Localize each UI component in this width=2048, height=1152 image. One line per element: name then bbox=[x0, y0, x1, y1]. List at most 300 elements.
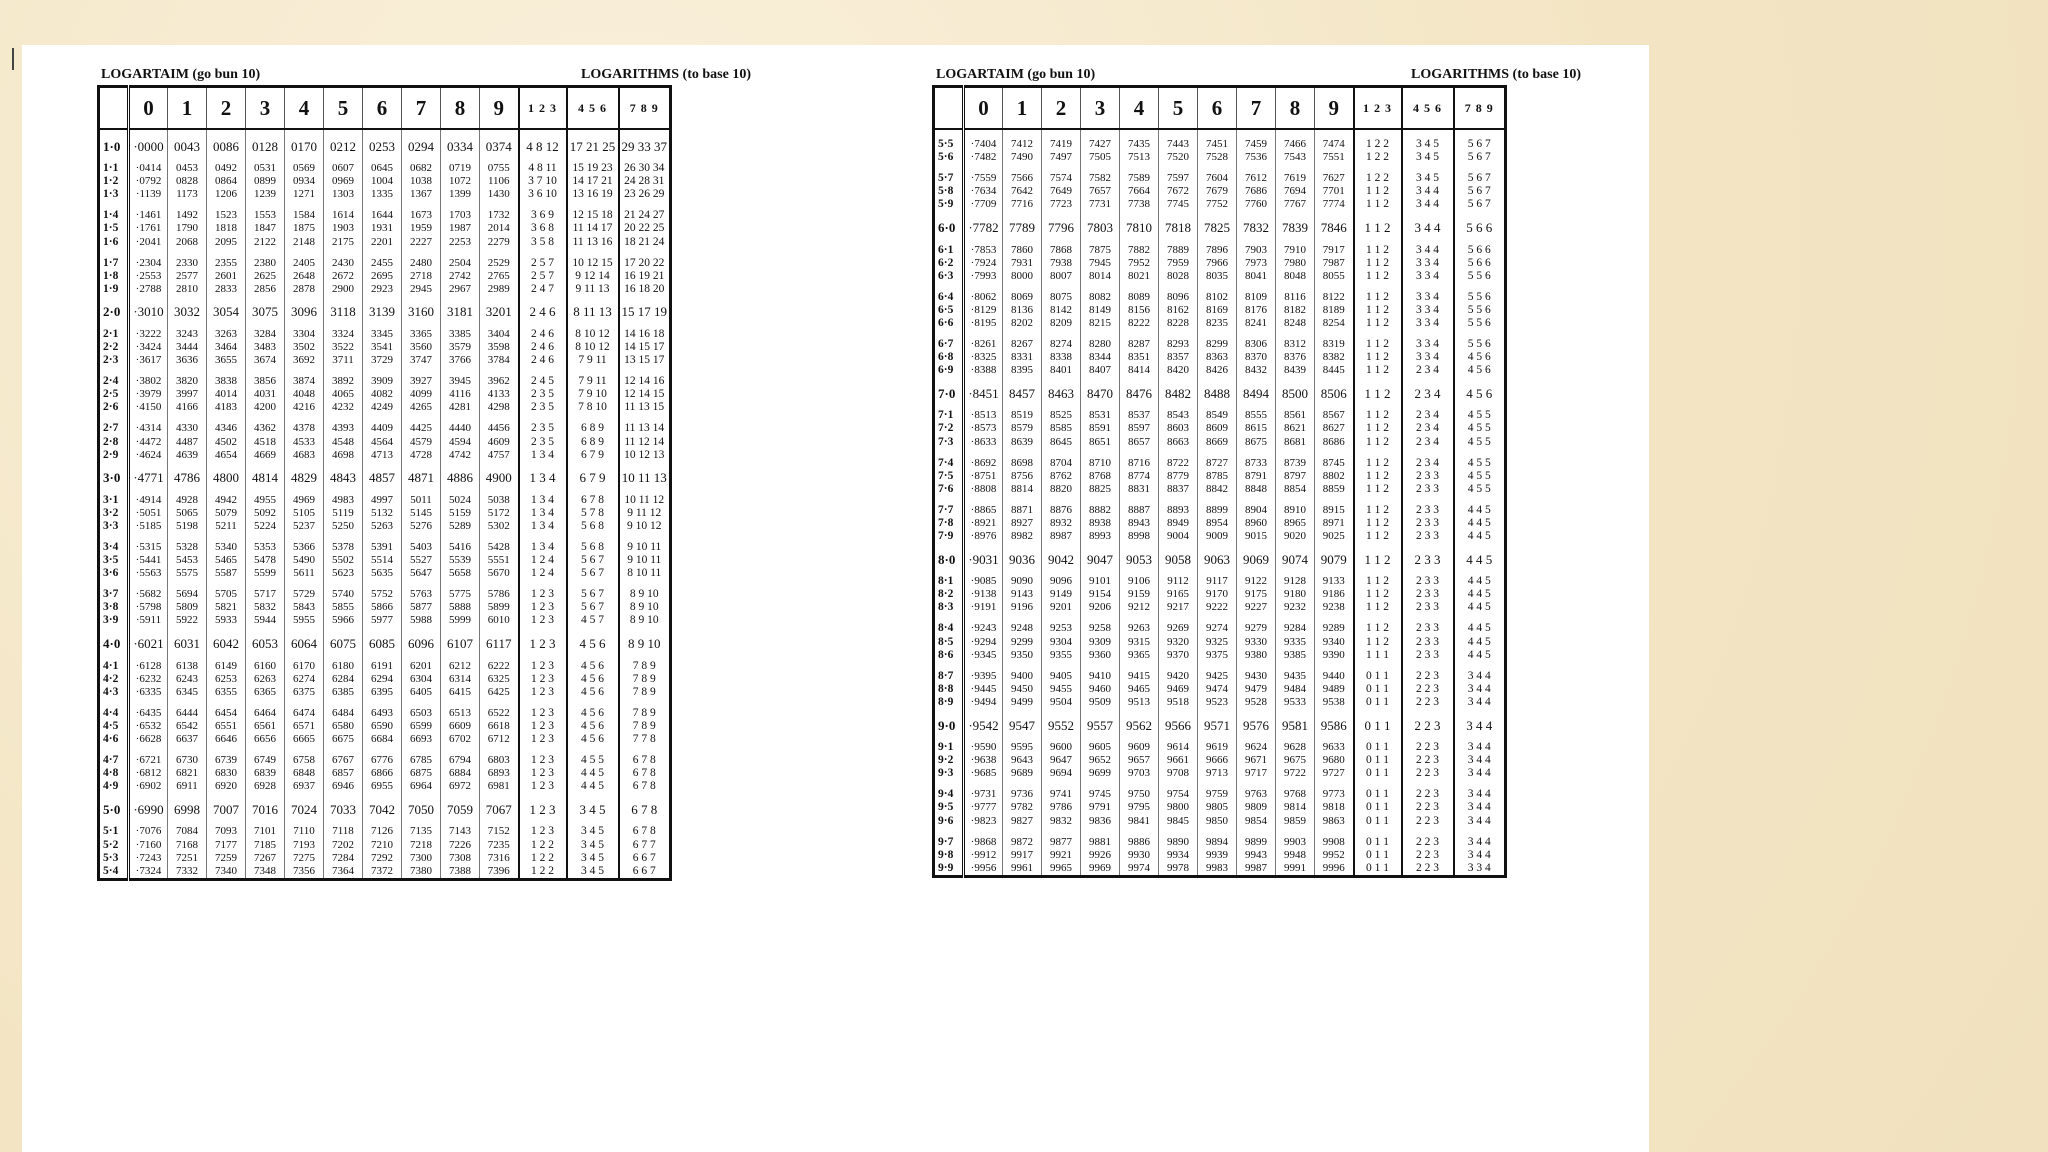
mean-difference: 3 4 5 bbox=[1402, 151, 1454, 164]
log-value: 4548 bbox=[324, 436, 363, 449]
log-value: 9430 bbox=[1237, 670, 1276, 683]
log-value: 0253 bbox=[363, 138, 402, 154]
log-value: 6561 bbox=[246, 720, 285, 733]
log-value: 9605 bbox=[1081, 741, 1120, 754]
log-value: 1703 bbox=[441, 209, 480, 222]
log-value: 8048 bbox=[1276, 270, 1315, 283]
mean-difference: 3 4 4 bbox=[1454, 836, 1506, 849]
log-value: 5478 bbox=[246, 554, 285, 567]
log-value: 9680 bbox=[1315, 754, 1354, 767]
log-value: 3674 bbox=[246, 354, 285, 367]
log-value: 8182 bbox=[1276, 304, 1315, 317]
row-number: 5·4 bbox=[99, 865, 129, 880]
mean-difference: 2 3 4 bbox=[1402, 457, 1454, 470]
log-value: 8176 bbox=[1237, 304, 1276, 317]
log-value: 9586 bbox=[1315, 717, 1354, 733]
mean-difference: 24 28 31 bbox=[619, 175, 671, 188]
log-value: 7101 bbox=[246, 825, 285, 838]
log-value: 9795 bbox=[1120, 801, 1159, 814]
row-number: 5·1 bbox=[99, 825, 129, 838]
log-value: 8831 bbox=[1120, 483, 1159, 496]
log-value: 9939 bbox=[1198, 849, 1237, 862]
log-value: 7143 bbox=[441, 825, 480, 838]
log-value: 8915 bbox=[1315, 504, 1354, 517]
log-value: 8859 bbox=[1315, 483, 1354, 496]
log-value: 6355 bbox=[207, 686, 246, 699]
mean-difference: 1 3 4 bbox=[519, 520, 567, 533]
log-value: 9763 bbox=[1237, 788, 1276, 801]
row-number: 7·6 bbox=[934, 483, 964, 496]
log-value: 8014 bbox=[1081, 270, 1120, 283]
log-value: 8555 bbox=[1237, 409, 1276, 422]
log-value: 9206 bbox=[1081, 601, 1120, 614]
mean-difference: 5 6 6 bbox=[1454, 219, 1506, 235]
table-row bbox=[99, 588, 671, 601]
log-value: 9717 bbox=[1237, 767, 1276, 780]
log-value: 6075 bbox=[324, 636, 363, 652]
log-value: 9258 bbox=[1081, 622, 1120, 635]
log-value: 8585 bbox=[1042, 422, 1081, 435]
mean-difference: 2 3 4 bbox=[1402, 409, 1454, 422]
log-value: 7435 bbox=[1120, 138, 1159, 151]
mean-difference: 3 3 4 bbox=[1402, 338, 1454, 351]
table-row bbox=[99, 328, 671, 341]
mean-difference: 1 1 2 bbox=[1354, 601, 1402, 614]
log-value: 7135 bbox=[402, 825, 441, 838]
log-value: 6739 bbox=[207, 754, 246, 767]
log-value: ·4771 bbox=[129, 470, 168, 486]
log-value: 7551 bbox=[1315, 151, 1354, 164]
log-value: 8785 bbox=[1198, 470, 1237, 483]
table-row bbox=[934, 754, 1506, 767]
log-value: 5527 bbox=[402, 554, 441, 567]
log-value: 7731 bbox=[1081, 198, 1120, 211]
log-value: 7443 bbox=[1159, 138, 1198, 151]
table-row bbox=[99, 614, 671, 627]
log-value: 8338 bbox=[1042, 351, 1081, 364]
row-gap bbox=[99, 249, 671, 257]
log-value: 8899 bbox=[1198, 504, 1237, 517]
log-value: 6522 bbox=[480, 707, 519, 720]
log-value: 7745 bbox=[1159, 198, 1198, 211]
row-number: 8·9 bbox=[934, 696, 964, 709]
table-row bbox=[934, 364, 1506, 377]
log-value: 9106 bbox=[1120, 575, 1159, 588]
log-value: 7959 bbox=[1159, 257, 1198, 270]
mean-difference: 1 1 2 bbox=[1354, 551, 1402, 567]
row-number: 2·3 bbox=[99, 354, 129, 367]
log-value: 9850 bbox=[1198, 814, 1237, 827]
log-value: 9263 bbox=[1120, 622, 1159, 635]
mean-difference: 9 10 11 bbox=[619, 541, 671, 554]
row-number: 2·8 bbox=[99, 436, 129, 449]
row-gap bbox=[934, 283, 1506, 291]
row-gap bbox=[934, 129, 1506, 138]
log-value: 6444 bbox=[168, 707, 207, 720]
mean-difference: 1 1 2 bbox=[1354, 622, 1402, 635]
row-number: 9·4 bbox=[934, 788, 964, 801]
log-value: 8142 bbox=[1042, 304, 1081, 317]
log-value: 9647 bbox=[1042, 754, 1081, 767]
mean-difference: 3 4 5 bbox=[567, 838, 619, 851]
mean-difference: 2 3 3 bbox=[1402, 636, 1454, 649]
log-value: 8102 bbox=[1198, 291, 1237, 304]
mean-difference: 6 6 7 bbox=[619, 865, 671, 880]
row-number: 6·4 bbox=[934, 291, 964, 304]
log-value: 9053 bbox=[1120, 551, 1159, 567]
mean-difference: 2 2 3 bbox=[1402, 836, 1454, 849]
mean-difference: 3 4 4 bbox=[1402, 185, 1454, 198]
log-value: ·9590 bbox=[964, 741, 1003, 754]
row-number: 6·1 bbox=[934, 243, 964, 256]
mean-difference: 0 1 1 bbox=[1354, 717, 1402, 733]
log-value: 1239 bbox=[246, 188, 285, 201]
mean-difference: 2 2 3 bbox=[1402, 801, 1454, 814]
log-value: 1430 bbox=[480, 188, 519, 201]
log-value: 7356 bbox=[285, 865, 324, 880]
row-number: 1·4 bbox=[99, 209, 129, 222]
mean-difference: 1 1 2 bbox=[1354, 219, 1402, 235]
log-value: 7340 bbox=[207, 865, 246, 880]
log-value: 8854 bbox=[1276, 483, 1315, 496]
mean-difference: 1 3 4 bbox=[519, 541, 567, 554]
log-value: 9499 bbox=[1003, 696, 1042, 709]
mean-difference: 7 9 11 bbox=[567, 375, 619, 388]
log-value: 9805 bbox=[1198, 801, 1237, 814]
column-header: 7 8 9 bbox=[619, 87, 671, 130]
mean-difference: 1 2 2 bbox=[1354, 151, 1402, 164]
mean-difference: 1 2 3 bbox=[519, 707, 567, 720]
mean-difference: 5 5 6 bbox=[1454, 338, 1506, 351]
log-value: ·3979 bbox=[129, 388, 168, 401]
log-value: 7980 bbox=[1276, 257, 1315, 270]
mean-difference: 1 2 3 bbox=[519, 588, 567, 601]
row-number: 8·1 bbox=[934, 575, 964, 588]
log-value: ·9294 bbox=[964, 636, 1003, 649]
log-value: 3032 bbox=[168, 304, 207, 320]
log-value: 8762 bbox=[1042, 470, 1081, 483]
log-value: ·9494 bbox=[964, 696, 1003, 709]
log-value: 9175 bbox=[1237, 588, 1276, 601]
mean-difference: 6 7 8 bbox=[619, 825, 671, 838]
log-value: 4928 bbox=[168, 494, 207, 507]
log-value: 6946 bbox=[324, 780, 363, 793]
log-value: 9201 bbox=[1042, 601, 1081, 614]
mean-difference: 2 3 3 bbox=[1402, 649, 1454, 662]
log-value: 9159 bbox=[1120, 588, 1159, 601]
log-value: 1072 bbox=[441, 175, 480, 188]
log-value: 9614 bbox=[1159, 741, 1198, 754]
log-value: 8949 bbox=[1159, 517, 1198, 530]
log-value: 9063 bbox=[1198, 551, 1237, 567]
log-value: 9633 bbox=[1315, 741, 1354, 754]
row-gap bbox=[934, 330, 1506, 338]
log-value: 7388 bbox=[441, 865, 480, 880]
mean-difference: 5 6 6 bbox=[1454, 257, 1506, 270]
log-value: ·6232 bbox=[129, 673, 168, 686]
log-value: ·6435 bbox=[129, 707, 168, 720]
log-value: 6191 bbox=[363, 660, 402, 673]
mean-difference: 4 8 11 bbox=[519, 162, 567, 175]
log-value: 1644 bbox=[363, 209, 402, 222]
log-value: 7259 bbox=[207, 852, 246, 865]
log-value: 6964 bbox=[402, 780, 441, 793]
log-value: 9101 bbox=[1081, 575, 1120, 588]
mean-difference: 11 13 15 bbox=[619, 401, 671, 414]
log-value: 9047 bbox=[1081, 551, 1120, 567]
column-header: 2 bbox=[1042, 87, 1081, 130]
log-value: 4757 bbox=[480, 449, 519, 462]
mean-difference: 14 17 21 bbox=[567, 175, 619, 188]
log-value: 5658 bbox=[441, 567, 480, 580]
log-value: ·6628 bbox=[129, 733, 168, 746]
log-value: 9513 bbox=[1120, 696, 1159, 709]
mean-difference: 4 5 6 bbox=[567, 673, 619, 686]
log-value: 8035 bbox=[1198, 270, 1237, 283]
mean-difference: 2 3 3 bbox=[1402, 517, 1454, 530]
mean-difference: 2 3 3 bbox=[1402, 504, 1454, 517]
log-value: 7910 bbox=[1276, 243, 1315, 256]
row-gap bbox=[934, 828, 1506, 836]
log-value: 9365 bbox=[1120, 649, 1159, 662]
log-value: 2068 bbox=[168, 235, 207, 248]
row-number: 4·3 bbox=[99, 686, 129, 699]
log-value: 7589 bbox=[1120, 172, 1159, 185]
log-value: 9557 bbox=[1081, 717, 1120, 733]
row-number: 5·3 bbox=[99, 852, 129, 865]
log-value: 4362 bbox=[246, 422, 285, 435]
log-value: 0086 bbox=[207, 138, 246, 154]
log-value: 8802 bbox=[1315, 470, 1354, 483]
log-value: 8136 bbox=[1003, 304, 1042, 317]
log-value: 5966 bbox=[324, 614, 363, 627]
log-value: 2833 bbox=[207, 283, 246, 296]
log-value: 8820 bbox=[1042, 483, 1081, 496]
table-row bbox=[934, 530, 1506, 543]
log-value: 2856 bbox=[246, 283, 285, 296]
log-value: 5391 bbox=[363, 541, 402, 554]
log-value: 5340 bbox=[207, 541, 246, 554]
log-value: 3784 bbox=[480, 354, 519, 367]
log-value: 9727 bbox=[1315, 767, 1354, 780]
log-value: 0682 bbox=[402, 162, 441, 175]
log-value: 8228 bbox=[1159, 317, 1198, 330]
log-value: 8109 bbox=[1237, 291, 1276, 304]
mean-difference: 6 7 8 bbox=[619, 780, 671, 793]
log-value: 2504 bbox=[441, 257, 480, 270]
log-value: ·5441 bbox=[129, 554, 168, 567]
log-value: 4800 bbox=[207, 470, 246, 486]
mean-difference: 2 2 3 bbox=[1402, 696, 1454, 709]
log-value: 9703 bbox=[1120, 767, 1159, 780]
log-value: 5172 bbox=[480, 507, 519, 520]
row-number: 4·0 bbox=[99, 636, 129, 652]
row-number: 8·2 bbox=[934, 588, 964, 601]
table-row bbox=[934, 741, 1506, 754]
mean-difference: 4 8 12 bbox=[519, 138, 567, 154]
log-value: ·9912 bbox=[964, 849, 1003, 862]
log-value: 9330 bbox=[1237, 636, 1276, 649]
log-value: 9754 bbox=[1159, 788, 1198, 801]
table-row bbox=[934, 317, 1506, 330]
log-value: 9694 bbox=[1042, 767, 1081, 780]
log-value: 4133 bbox=[480, 388, 519, 401]
log-value: 9474 bbox=[1198, 683, 1237, 696]
log-value: 8627 bbox=[1315, 422, 1354, 435]
mean-difference: 8 10 11 bbox=[619, 567, 671, 580]
mean-difference: 3 3 4 bbox=[1402, 304, 1454, 317]
log-value: 9450 bbox=[1003, 683, 1042, 696]
log-value: 2718 bbox=[402, 270, 441, 283]
log-value: 5899 bbox=[480, 601, 519, 614]
log-value: 9547 bbox=[1003, 717, 1042, 733]
log-value: ·0000 bbox=[129, 138, 168, 154]
row-number: 3·0 bbox=[99, 470, 129, 486]
log-value: 9375 bbox=[1198, 649, 1237, 662]
row-number: 4·2 bbox=[99, 673, 129, 686]
log-value: 6776 bbox=[363, 754, 402, 767]
log-value: 3464 bbox=[207, 341, 246, 354]
mean-difference: 4 5 6 bbox=[567, 733, 619, 746]
log-value: 8370 bbox=[1237, 351, 1276, 364]
log-value: 4330 bbox=[168, 422, 207, 435]
log-value: 6767 bbox=[324, 754, 363, 767]
log-value: 6618 bbox=[480, 720, 519, 733]
log-value: 9814 bbox=[1276, 801, 1315, 814]
log-value: 3579 bbox=[441, 341, 480, 354]
log-value: 8733 bbox=[1237, 457, 1276, 470]
log-value: 8561 bbox=[1276, 409, 1315, 422]
log-value: 2380 bbox=[246, 257, 285, 270]
log-value: 7168 bbox=[168, 838, 207, 851]
log-value: 9227 bbox=[1237, 601, 1276, 614]
column-header: 5 bbox=[324, 87, 363, 130]
log-value: ·7559 bbox=[964, 172, 1003, 185]
log-value: 8814 bbox=[1003, 483, 1042, 496]
log-value: ·5911 bbox=[129, 614, 168, 627]
mean-difference: 9 10 12 bbox=[619, 520, 671, 533]
log-value: 3160 bbox=[402, 304, 441, 320]
log-value: 2695 bbox=[363, 270, 402, 283]
mean-difference: 1 1 2 bbox=[1354, 409, 1402, 422]
log-value: 2014 bbox=[480, 222, 519, 235]
log-value: 9232 bbox=[1276, 601, 1315, 614]
log-value: ·9638 bbox=[964, 754, 1003, 767]
table-row bbox=[934, 243, 1506, 256]
log-value: 4983 bbox=[324, 494, 363, 507]
log-value: 8848 bbox=[1237, 483, 1276, 496]
log-value: 4955 bbox=[246, 494, 285, 507]
row-gap bbox=[934, 567, 1506, 575]
log-value: 6646 bbox=[207, 733, 246, 746]
mean-difference: 15 17 19 bbox=[619, 304, 671, 320]
log-value: 8710 bbox=[1081, 457, 1120, 470]
log-value: 6325 bbox=[480, 673, 519, 686]
log-value: 3766 bbox=[441, 354, 480, 367]
log-value: 8597 bbox=[1120, 422, 1159, 435]
mean-difference: 1 2 3 bbox=[519, 767, 567, 780]
log-value: 6875 bbox=[402, 767, 441, 780]
log-value: 6395 bbox=[363, 686, 402, 699]
log-value: 9484 bbox=[1276, 683, 1315, 696]
log-value: 9657 bbox=[1120, 754, 1159, 767]
mean-difference: 1 3 4 bbox=[519, 507, 567, 520]
log-value: 8363 bbox=[1198, 351, 1237, 364]
mean-difference: 11 13 16 bbox=[567, 235, 619, 248]
log-value: 5403 bbox=[402, 541, 441, 554]
mean-difference: 3 7 10 bbox=[519, 175, 567, 188]
log-value: 8686 bbox=[1315, 436, 1354, 449]
mean-difference: 3 3 4 bbox=[1402, 291, 1454, 304]
log-value: ·9823 bbox=[964, 814, 1003, 827]
log-value: 5933 bbox=[207, 614, 246, 627]
mean-difference: 5 6 8 bbox=[567, 520, 619, 533]
mean-difference: 2 3 3 bbox=[1402, 575, 1454, 588]
log-value: 7789 bbox=[1003, 219, 1042, 235]
mean-difference: 1 1 2 bbox=[1354, 198, 1402, 211]
log-value: 6684 bbox=[363, 733, 402, 746]
log-value: 5198 bbox=[168, 520, 207, 533]
mean-difference: 3 4 4 bbox=[1454, 741, 1506, 754]
log-value: 9133 bbox=[1315, 575, 1354, 588]
log-value: 7474 bbox=[1315, 138, 1354, 151]
log-value: 5977 bbox=[363, 614, 402, 627]
log-value: 7007 bbox=[207, 801, 246, 817]
table-row bbox=[99, 304, 671, 320]
mean-difference: 0 1 1 bbox=[1354, 849, 1402, 862]
log-value: 8082 bbox=[1081, 291, 1120, 304]
mean-difference: 2 2 3 bbox=[1402, 741, 1454, 754]
log-value: 9325 bbox=[1198, 636, 1237, 649]
log-value: 5635 bbox=[363, 567, 402, 580]
log-value: 6180 bbox=[324, 660, 363, 673]
log-value: ·8865 bbox=[964, 504, 1003, 517]
mean-difference: 6 7 9 bbox=[567, 449, 619, 462]
log-value: 8122 bbox=[1315, 291, 1354, 304]
row-number: 6·2 bbox=[934, 257, 964, 270]
log-value: 4654 bbox=[207, 449, 246, 462]
log-value: 4116 bbox=[441, 388, 480, 401]
mean-difference: 1 3 4 bbox=[519, 470, 567, 486]
mean-difference: 3 4 5 bbox=[567, 852, 619, 865]
table-row bbox=[934, 172, 1506, 185]
table-row bbox=[934, 422, 1506, 435]
mean-difference: 2 3 3 bbox=[1402, 622, 1454, 635]
log-value: 4728 bbox=[402, 449, 441, 462]
log-value: 9903 bbox=[1276, 836, 1315, 849]
log-value: 8209 bbox=[1042, 317, 1081, 330]
mean-difference: 3 4 5 bbox=[567, 865, 619, 880]
mean-difference: 7 8 9 bbox=[619, 660, 671, 673]
log-value: 9736 bbox=[1003, 788, 1042, 801]
mean-difference: 3 6 9 bbox=[519, 209, 567, 222]
log-value: 8312 bbox=[1276, 338, 1315, 351]
log-value: 3201 bbox=[480, 304, 519, 320]
row-number: 6·5 bbox=[934, 304, 964, 317]
log-value: 9750 bbox=[1120, 788, 1159, 801]
column-header: 0 bbox=[129, 87, 168, 130]
row-number: 4·7 bbox=[99, 754, 129, 767]
mean-difference: 5 5 6 bbox=[1454, 291, 1506, 304]
log-value: 7582 bbox=[1081, 172, 1120, 185]
mean-difference: 4 4 5 bbox=[1454, 575, 1506, 588]
column-header: 3 bbox=[246, 87, 285, 130]
row-gap bbox=[99, 367, 671, 375]
log-value: 7332 bbox=[168, 865, 207, 880]
mean-difference: 1 2 3 bbox=[519, 686, 567, 699]
log-value: ·8195 bbox=[964, 317, 1003, 330]
table-row bbox=[99, 257, 671, 270]
